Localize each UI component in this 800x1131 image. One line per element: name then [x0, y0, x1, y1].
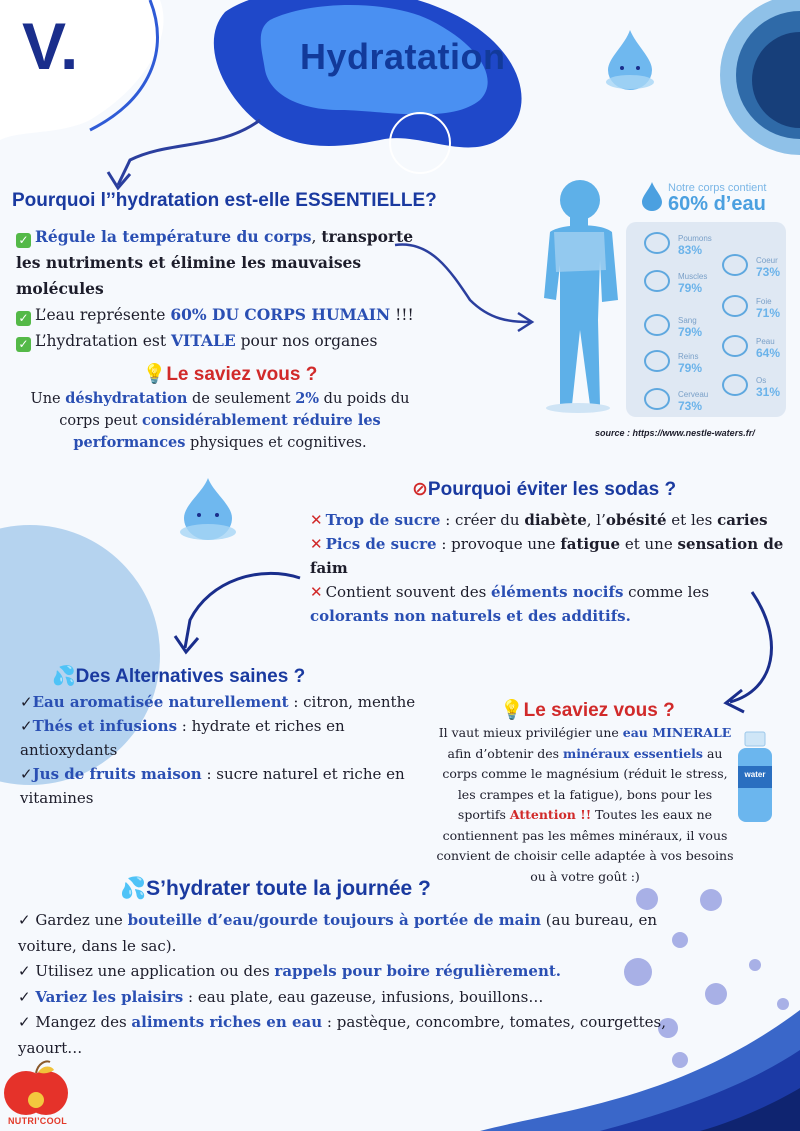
essential-list: [16, 224, 416, 354]
list-item: ✓ Gardez une bouteille d’eau/gourde toujours à portée de main (au bureau, en voiture, dans le sac).: [18, 911, 657, 955]
organ-skin: Peau 64%: [756, 337, 780, 360]
lungs-icon: [644, 232, 670, 254]
heart-icon: [722, 254, 748, 276]
did-you-know-text: [30, 388, 410, 454]
organ-bones: Os 31%: [756, 376, 780, 399]
organ-lungs: Poumons 83%: [678, 234, 712, 257]
list-item: [16, 328, 416, 354]
skin-icon: [722, 335, 748, 357]
text: pour nos organes: [235, 332, 378, 350]
organ-kidneys: Reins 79%: [678, 352, 702, 375]
muscle-icon: [644, 270, 670, 292]
organ-liver: Foie 71%: [756, 297, 780, 320]
bone-icon: [722, 374, 748, 396]
text: L’hydratation est: [35, 332, 171, 350]
organ-muscles: Muscles 79%: [678, 272, 707, 295]
checkmark-icon: ✓: [16, 311, 31, 326]
cross-icon: ✕: [310, 511, 323, 529]
check-icon: ✓: [20, 717, 33, 735]
water-drop-icon: [640, 180, 664, 212]
list-item: ✓ Utilisez une application ou des rappels pour boire régulièrement.: [18, 962, 562, 980]
lightbulb-icon: 💡: [142, 364, 167, 385]
water-splash-icon: 💦: [120, 876, 147, 900]
list-item: ✓ Variez les plaisirs : eau plate, eau gazeuse, infusions, bouillons…: [18, 987, 544, 1006]
cross-icon: ✕: [310, 583, 323, 601]
section-title-sodas: [412, 478, 676, 501]
text-bold: considérablement réduire les performances: [73, 412, 381, 451]
text: physiques et cognitives.: [185, 435, 367, 451]
check-icon: ✓: [18, 962, 31, 980]
organ-brain: Cerveau 73%: [678, 390, 708, 413]
text: !!!: [390, 306, 414, 324]
liver-icon: [722, 295, 748, 317]
title-text: S’hydrater toute la journée ?: [146, 877, 431, 900]
mineral-water-text: Il vaut mieux privilégier une eau MINERALE afin d’obtenir des minéraux essentiels au corps comme le magnésium (réduit le stress, les crampes et la fatigue), bons pour les sportifs Attention !! Toutes les eaux ne contiennent pas les mêmes minéraux, il vous convient de choisir celle adaptée à vos besoins ou à votre goût :): [436, 725, 734, 884]
list-item: ✓Jus de fruits maison : sucre naturel et riche en vitamines: [20, 765, 405, 807]
lightbulb-icon: 💡: [500, 700, 524, 721]
check-icon: ✓: [18, 911, 31, 929]
logo: NUTRI’COOL: [8, 1116, 67, 1126]
organ-blood: Sang 79%: [678, 316, 702, 339]
section-number: V.: [22, 9, 79, 83]
water-splash-icon: 💦: [52, 665, 76, 687]
did-you-know-title-2: [500, 698, 675, 722]
title-text: Le saviez vous ?: [166, 364, 318, 385]
text-bold: 2%: [295, 390, 320, 407]
check-icon: ✓: [18, 987, 31, 1006]
page-title: Hydratation: [300, 36, 506, 77]
section-title-essential: Pourquoi l’’hydratation est-elle ESSENTIELLE?: [12, 190, 437, 211]
section-title-alternatives: [52, 664, 305, 688]
list-item: [16, 302, 416, 328]
list-item: ✕ Pics de sucre : provoque une fatigue et une sensation de faim: [310, 535, 784, 577]
checkmark-icon: ✓: [16, 233, 31, 248]
text-bold: déshydratation: [65, 390, 188, 407]
title-text: Le saviez vous ?: [523, 700, 675, 721]
brain-icon: [644, 388, 670, 410]
list-item: ✓ Mangez des aliments riches en eau : pastèque, concombre, tomates, courgettes, yaourt…: [18, 1013, 667, 1057]
bottle-label: water: [744, 770, 766, 779]
cross-icon: ✕: [310, 535, 323, 553]
text-bold: Régule la température du corps: [35, 227, 312, 246]
source-citation: source : https://www.nestle-waters.fr/: [595, 428, 755, 438]
title-text: Des Alternatives saines ?: [75, 666, 306, 687]
list-item: ✕ Contient souvent des éléments nocifs comme les colorants non naturels et des additifs.: [310, 583, 710, 625]
list-item: [16, 224, 416, 302]
text-bold: transporte les nutriments et élimine les mauvaises molécules: [16, 227, 414, 298]
text-bold: VITALE: [171, 331, 236, 350]
prohibited-icon: ⊘: [412, 478, 428, 500]
alternatives-list: [20, 690, 420, 810]
check-icon: ✓: [20, 693, 33, 711]
list-item: ✓Thés et infusions : hydrate et riches en antioxydants: [20, 717, 345, 759]
text: ,: [311, 228, 322, 246]
text-bold: 60% DU CORPS HUMAIN: [170, 305, 391, 324]
check-icon: ✓: [20, 765, 33, 783]
checkmark-icon: ✓: [16, 337, 31, 352]
list-item: ✓Eau aromatisée naturellement : citron, menthe: [20, 693, 416, 711]
kidneys-icon: [644, 350, 670, 372]
list-item: ✕ Trop de sucre : créer du diabète, l’obésité et les caries: [310, 511, 768, 529]
all-day-list: [18, 908, 718, 1061]
title-text: Pourquoi éviter les sodas ?: [427, 479, 677, 500]
sodas-list: [310, 508, 790, 628]
infographic-subtitle: Notre corps contient: [668, 182, 767, 194]
did-you-know-title: [130, 362, 330, 386]
text: L’eau représente: [35, 306, 171, 324]
text: de seulement: [187, 391, 296, 407]
text: du poids du corps peut: [59, 391, 410, 429]
blood-drop-icon: [644, 314, 670, 336]
section-title-all-day: [120, 876, 431, 901]
text: Une: [30, 391, 66, 407]
infographic-title: 60% d’eau: [668, 193, 766, 215]
organ-heart: Coeur 73%: [756, 256, 780, 279]
check-icon: ✓: [18, 1013, 31, 1031]
